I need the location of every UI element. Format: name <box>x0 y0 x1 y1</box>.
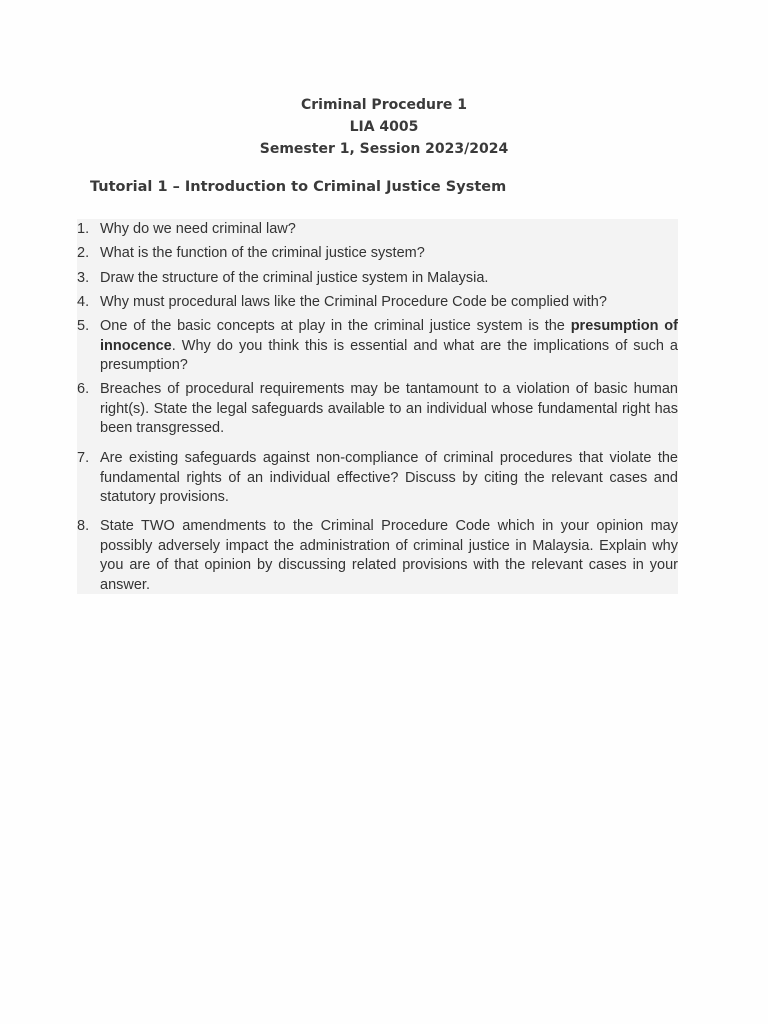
tutorial-title: Tutorial 1 – Introduction to Criminal Justice System <box>90 179 507 195</box>
course-title: Criminal Procedure 1 <box>300 97 468 113</box>
document-header <box>0 94 768 160</box>
question-list <box>77 219 678 594</box>
question-text: Why do we need criminal law? <box>100 221 296 237</box>
question-number: 4. <box>77 294 90 310</box>
question-number: 2. <box>77 245 90 261</box>
question-text: Are existing safeguards against non-compliance of criminal procedures that violate the fundamental rights of an individual effective? Discuss by citing the relevant cases and statutory provisions. <box>100 450 678 505</box>
question-text: State TWO amendments to the Criminal Procedure Code which in your opinion may possibly adversely impact the administration of criminal justice in Malaysia. Explain why you are of that opinion by discussing related provisions with the relevant cases in your answer. <box>100 518 678 593</box>
question-text: Why must procedural laws like the Criminal Procedure Code be complied with? <box>100 294 607 310</box>
question-text-end: . Why do you think this is essential and what are the implications of such a presumption? <box>100 337 678 373</box>
question-number: 1. <box>77 221 90 237</box>
question-number: 5. <box>77 318 90 334</box>
question-number: 8. <box>77 518 90 534</box>
question-text: Breaches of procedural requirements may be tantamount to a violation of basic human right(s). State the legal safeguards available to an individual whose fundamental right has been transgressed. <box>100 381 678 436</box>
question-text: What is the function of the criminal justice system? <box>100 245 425 261</box>
emphasis-term: presumption of innocence <box>100 318 678 354</box>
question-text <box>100 317 678 376</box>
question-number: 7. <box>77 450 90 466</box>
question-text: Draw the structure of the criminal justice system in Malaysia. <box>100 270 489 286</box>
question-number: 3. <box>77 270 90 286</box>
question-number: 6. <box>77 381 90 397</box>
session-line: Semester 1, Session 2023/2024 <box>259 141 509 157</box>
course-code: LIA 4005 <box>349 119 419 135</box>
question-text-start: One of the basic concepts at play in the criminal justice system is the <box>100 318 571 334</box>
